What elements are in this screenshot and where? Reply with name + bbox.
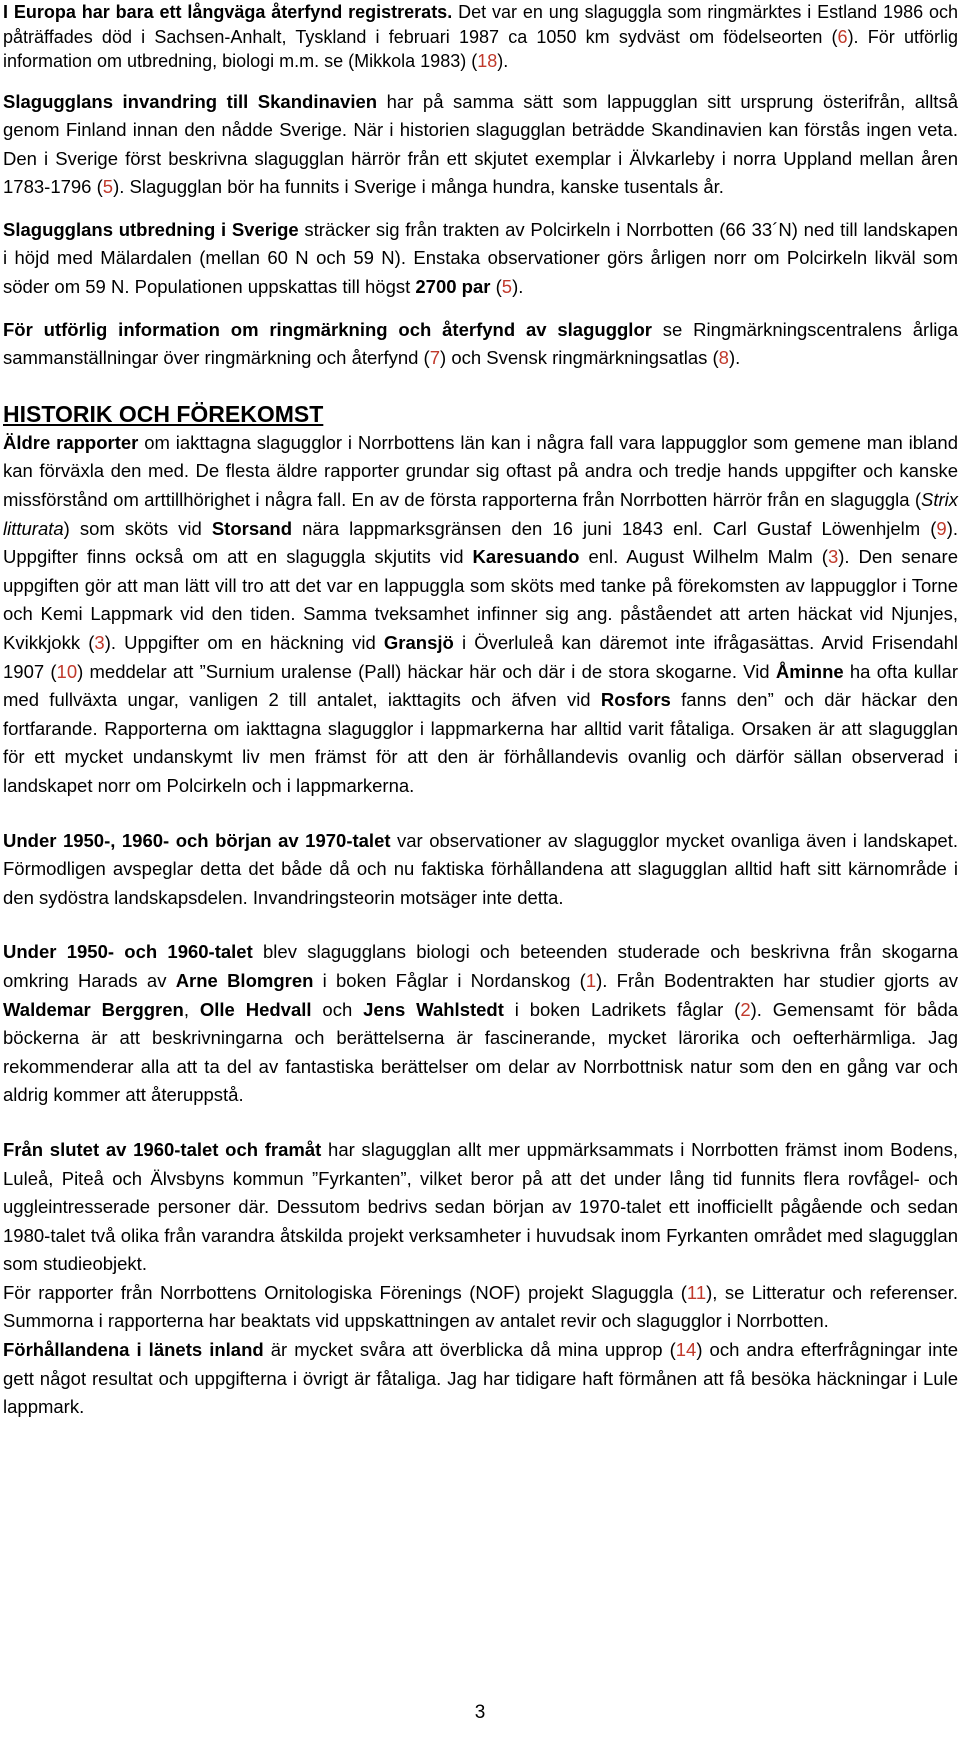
bold-lead: För utförlig information om ringmärkning och återfynd av slagugglor (3, 318, 652, 340)
paragraph-europa: I Europa har bara ett långväga återfynd registrerats. Det var en ung slaguggla som ringmärktes i Estland 1986 och påträffades död i Sachsen-Anhalt, Tyskland i februari 1987 ca 1050 km sydväst om födelseorten (6). För utförlig information om utbredning, biologi m.m. se (Mikkola 1983) (18). (3, 2, 958, 71)
reference-link[interactable]: 8 (718, 347, 729, 369)
paragraph-aldre-rapporter: Äldre rapporter om iakttagna slagugglor i Norrbottens län kan i några fall vara lappugglor som gemene man ibland kan förväxla den med. De flesta äldre rapporter grundar sig oftast på andra och tredje hands uppgifter och kanske missförstånd om arttillhörighet i några fall. En av de första rapporterna från Norrbotten härrör från en slaguggla (Strix litturata) som sköts vid Storsand nära lappmarksgränsen den 16 juni 1843 enl. Carl Gustaf Löwenhjelm (9). Uppgifter finns också om att en slaguggla skjutits vid Karesuando enl. August Wilhelm Malm (3). Den senare uppgiften gör att man lätt vill tro att det var en lappuggla som sköts med tanke på förekomsten av lappugglor i Torne och Kemi Lappmark vid den tiden. Samma tveksamhet infinner sig ang. påståendet att arten häckat vid Njunjes, Kvikkjokk (3). Uppgifter om en häckning vid Gransjö i Överluleå kan däremot inte ifrågasättas. Arvid Frisendahl 1907 (10) meddelar att ”Surnium uralense (Pall) häckar här och där i de stora skogarne. Vid Åminne ha ofta kullar med fullväxta ungar, vanligen 2 till antalet, iakttagits och äfven vid Rosfors fanns den” och där häckar den fortfarande. Rapporterna om iakttagna slagugglor i lappmarkerna har alltid varit fåtaliga. Orsaken är att slagugglan för ett mycket undanskymt liv men främst för att den är förhållandevis ovanlig och därför sällan observerad i landskapet norr om Polcirkeln och i lappmarkerna. (3, 431, 959, 796)
reference-link[interactable]: 3 (827, 546, 839, 568)
bold-lead: Slagugglans utbredning i Sverige (3, 218, 299, 240)
reference-link[interactable]: 18 (477, 51, 498, 71)
paragraph-1950-1960: Under 1950- och 1960-talet blev slagugglans biologi och beteenden studerade och beskrivna från skogarna omkring Harads av Arne Blomgren i boken Fåglar i Nordanskog (1). Från Bodentrakten har studier gjorts av Waldemar Berggren, Olle Hedvall och Jens Wahlstedt i boken Ladrikets fåglar (2). Gemensamt för båda böckerna är att beskrivningarna och berättelserna är fascinerande, mycket lärorika och oefterhärmliga. Jag rekommenderar alla att ta del av fantastiska berättelser om delar av Norrbottnisk natur som den en gång var och aldrig kommer att återuppstå. (3, 941, 959, 1106)
bold-lead: Under 1950- och 1960-talet (3, 941, 253, 963)
reference-link[interactable]: 3 (94, 632, 105, 653)
paragraph-utbredning: Slagugglans utbredning i Sverige sträcker sig från trakten av Polcirkeln i Norrbotten (66 33´N) ned till landskapen i höjd med Mälardalen (mellan 60 N och 59 N). Enstaka observationer görs årligen norr om Polcirkeln likväl som söder om 59 N. Populationen uppskattas till högst 2700 par (5). (3, 218, 958, 298)
reference-link[interactable]: 5 (102, 176, 114, 198)
paragraph-ringmarkning: För utförlig information om ringmärkning och återfynd av slagugglor se Ringmärkningscentralens årliga sammanställningar över ringmärkning och återfynd (7) och Svensk ringmärkningsatlas (8). (3, 318, 958, 369)
reference-link[interactable]: 11 (686, 1281, 707, 1303)
section-heading: HISTORIK OCH FÖREKOMST (3, 400, 324, 427)
reference-link[interactable]: 14 (675, 1339, 697, 1361)
reference-link[interactable]: 5 (501, 276, 513, 298)
paragraph-nof-projekt: För rapporter från Norrbottens Ornitologiska Förenings (NOF) projekt Slaguggla (11), se Litteratur och referenser. Summorna i rapporterna har beaktats vid uppskattningen av antalet revir och slagugglor i Norrbotten. (3, 1281, 958, 1332)
paragraph-inland: Förhållandena i länets inland är mycket svåra att överblicka då mina upprop (14) och andra efterfrågningar inte gett något resultat och uppgifterna i övrigt är fåtaliga. Jag har tidigare haft förmånen att få besöka häckningar i Lule lappmark. (3, 1339, 958, 1418)
reference-link[interactable]: 1 (585, 969, 597, 991)
reference-link[interactable]: 6 (837, 26, 848, 47)
bold-lead: Förhållandena i länets inland (3, 1339, 264, 1361)
reference-link[interactable]: 9 (936, 517, 947, 539)
bold-lead: Under 1950-, 1960- och början av 1970-talet (3, 829, 391, 851)
reference-link[interactable]: 7 (429, 347, 441, 369)
reference-link[interactable]: 2 (740, 998, 751, 1020)
bold-lead: Äldre rapporter (3, 431, 139, 453)
page-number: 3 (474, 1702, 486, 1723)
paragraph-1950-1970: Under 1950-, 1960- och början av 1970-talet var observationer av slagugglor mycket ovanliga även i landskapet. Förmodligen avspeglar detta det både då och nu faktiska förhållandena att slagugglan alltid haft sitt kärnområde i den sydöstra landskapsdelen. Invandringsteorin motsäger inte detta. (3, 829, 958, 908)
bold-lead: I Europa har bara ett långväga återfynd registrerats. (3, 2, 453, 22)
paragraph-invandring: Slagugglans invandring till Skandinavien har på samma sätt som lappugglan sitt ursprung österifrån, alltså genom Finland innan den nådde Sverige. När i historien slagugglan beträdde Skandinavien kan förstås ingen veta. Den i Sverige först beskrivna slagugglan härrör från ett skjutet exemplar i Älvkarleby i norra Uppland mellan åren 1783-1796 (5). Slagugglan bör ha funnits i Sverige i många hundra, kanske tusentals år. (3, 90, 958, 198)
bold-lead: Från slutet av 1960-talet och framåt (3, 1138, 322, 1160)
reference-link[interactable]: 10 (56, 660, 78, 682)
paragraph-1960-framat: Från slutet av 1960-talet och framåt har slagugglan allt mer uppmärksammats i Norrbotten främst inom Bodens, Luleå, Piteå och Älvsbyns kommun ”Fyrkanten”, vilket beror på att det under lång tid funnits flera rovfågel- och uggleintresserade personer där. Dessutom bedrivs sedan början av 1970-talet ett inofficiellt pågående och sedan 1980-talet två olika från varandra åtskilda projekt verksamheter i huvudsak inom Fyrkanten området med slagugglan som studieobjekt. (3, 1138, 959, 1275)
bold-lead: Slagugglans invandring till Skandinavien (3, 90, 378, 112)
